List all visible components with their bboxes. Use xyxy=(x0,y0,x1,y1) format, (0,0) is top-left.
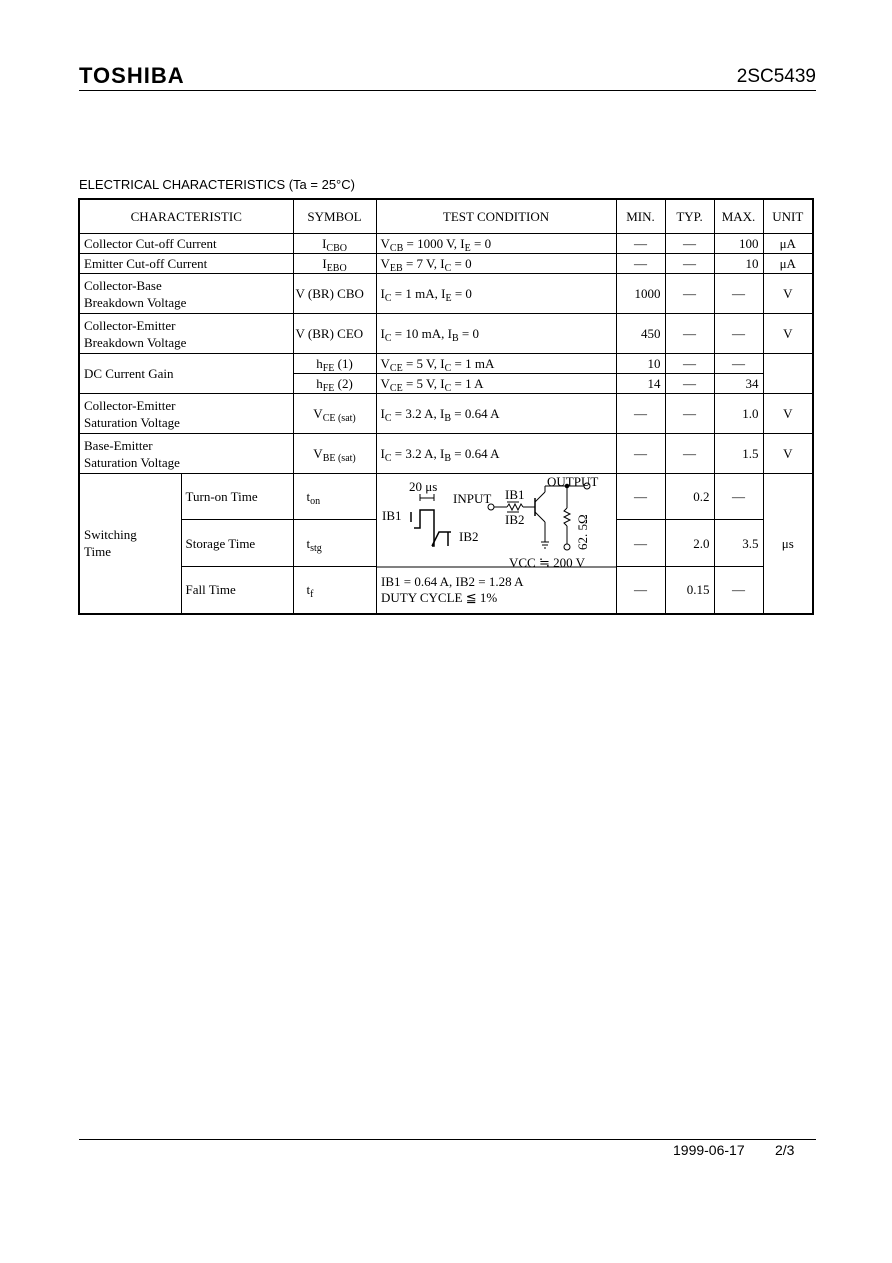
unit-cell: V xyxy=(763,274,813,314)
max-cell: — xyxy=(714,354,763,374)
header-rule xyxy=(79,90,816,91)
characteristic-cell: Collector-Emitter Saturation Voltage xyxy=(79,394,293,434)
min-cell: — xyxy=(616,567,665,614)
footer-rule xyxy=(79,1139,816,1140)
condition-cell: $V_{CE} = 5$ V, $I_C = 1$ mA xyxy=(376,354,616,374)
typ-cell: — xyxy=(665,254,714,274)
header-characteristic: CHARACTERISTIC xyxy=(79,199,293,234)
symbol-cell: $h_{FE}$ (1) xyxy=(293,354,376,374)
max-cell: — xyxy=(714,567,763,614)
min-cell: — xyxy=(616,434,665,474)
symbol-cell: $t_{stg}$ xyxy=(293,520,376,567)
header-max: MAX. xyxy=(714,199,763,234)
characteristic-cell: Base-Emitter Saturation Voltage xyxy=(79,434,293,474)
switching-group-cell: Switching Time xyxy=(79,474,181,614)
typ-cell: 2.0 xyxy=(665,520,714,567)
typ-cell: — xyxy=(665,354,714,374)
ib2-pulse-label: IB2 xyxy=(458,529,479,544)
switching-name-cell: Turn-on Time xyxy=(181,474,293,520)
footer-date: 1999-06-17 xyxy=(673,1142,745,1158)
table-row xyxy=(79,274,813,314)
symbol-cell: $t_f$ xyxy=(293,567,376,614)
min-cell: — xyxy=(616,234,665,254)
switching-name-cell: Fall Time xyxy=(181,567,293,614)
typ-cell: — xyxy=(665,374,714,394)
circuit-condition-2: DUTY CYCLE ≦ 1% xyxy=(380,590,497,605)
table-row xyxy=(79,254,813,274)
characteristic-cell: Collector-Base Breakdown Voltage xyxy=(79,274,293,314)
table-header-row xyxy=(79,199,813,234)
min-cell: 1000 xyxy=(616,274,665,314)
max-cell: 34 xyxy=(714,374,763,394)
table-row xyxy=(79,474,813,520)
min-cell: 450 xyxy=(616,314,665,354)
header-typ: TYP. xyxy=(665,199,714,234)
header-unit: UNIT xyxy=(763,199,813,234)
max-cell: — xyxy=(714,274,763,314)
brand-logo: TOSHIBA xyxy=(79,63,185,88)
part-number: 2SC5439 xyxy=(736,66,816,87)
max-cell: 10 xyxy=(714,254,763,274)
max-cell: 1.5 xyxy=(714,434,763,474)
condition-cell: $I_C = 1$ mA, $I_E = 0$ xyxy=(376,274,616,314)
table-row xyxy=(79,234,813,254)
unit-cell: V xyxy=(763,434,813,474)
characteristic-cell: Collector Cut-off Current xyxy=(79,234,293,254)
output-label: OUTPUT xyxy=(546,474,598,489)
switching-test-circuit xyxy=(377,474,617,613)
typ-cell: 0.15 xyxy=(665,567,714,614)
max-cell: — xyxy=(714,314,763,354)
characteristic-cell: Emitter Cut-off Current xyxy=(79,254,293,274)
ib2-arrow-label: IB2 xyxy=(504,512,525,527)
characteristic-cell: Collector-Emitter Breakdown Voltage xyxy=(79,314,293,354)
table-row xyxy=(79,394,813,434)
typ-cell: 0.2 xyxy=(665,474,714,520)
typ-cell: — xyxy=(665,234,714,254)
unit-cell: μA xyxy=(763,254,813,274)
unit-cell: V xyxy=(763,394,813,434)
min-cell: — xyxy=(616,254,665,274)
vcc-label: VCC ≒ 200 V xyxy=(508,555,585,570)
input-label: INPUT xyxy=(452,491,491,506)
symbol-cell: $V_{BE (sat)}$ xyxy=(293,434,376,474)
symbol-cell: $I_{EBO}$ xyxy=(293,254,376,274)
header-symbol: SYMBOL xyxy=(293,199,376,234)
condition-cell: $I_C = 3.2$ A, $I_B = 0.64$ A xyxy=(376,394,616,434)
min-cell: — xyxy=(616,520,665,567)
switching-name-cell: Storage Time xyxy=(181,520,293,567)
unit-cell: V xyxy=(763,314,813,354)
symbol-cell: $h_{FE}$ (2) xyxy=(293,374,376,394)
unit-cell: μA xyxy=(763,234,813,254)
ib1-arrow-label: IB1 xyxy=(504,487,525,502)
characteristic-cell: DC Current Gain xyxy=(79,354,293,394)
condition-cell: $V_{EB} = 7$ V, $I_C = 0$ xyxy=(376,254,616,274)
symbol-cell: $I_{CBO}$ xyxy=(293,234,376,254)
symbol-cell: V (BR) CBO xyxy=(293,274,376,314)
unit-cell: μs xyxy=(763,474,813,614)
typ-cell: — xyxy=(665,434,714,474)
section-title: ELECTRICAL CHARACTERISTICS (Ta = 25°C) xyxy=(79,177,355,192)
max-cell: 100 xyxy=(714,234,763,254)
condition-cell: $I_C = 10$ mA, $I_B = 0$ xyxy=(376,314,616,354)
table-row xyxy=(79,314,813,354)
min-cell: — xyxy=(616,394,665,434)
unit-cell xyxy=(763,354,813,394)
table-row xyxy=(79,354,813,374)
min-cell: 14 xyxy=(616,374,665,394)
ib1-pulse-label: IB1 xyxy=(381,508,402,523)
condition-cell: $I_C = 3.2$ A, $I_B = 0.64$ A xyxy=(376,434,616,474)
min-cell: — xyxy=(616,474,665,520)
resistor-label: 62. 5Ω xyxy=(574,514,590,550)
electrical-characteristics-table xyxy=(78,198,814,615)
max-cell: 1.0 xyxy=(714,394,763,434)
max-cell: 3.5 xyxy=(714,520,763,567)
circuit-condition-1: IB1 = 0.64 A, IB2 = 1.28 A xyxy=(380,574,524,589)
typ-cell: — xyxy=(665,314,714,354)
table-row xyxy=(79,434,813,474)
header-test-condition: TEST CONDITION xyxy=(376,199,616,234)
pulse-width-label: 20 μs xyxy=(408,479,437,494)
symbol-cell: $V_{CE (sat)}$ xyxy=(293,394,376,434)
header-min: MIN. xyxy=(616,199,665,234)
symbol-cell: V (BR) CEO xyxy=(293,314,376,354)
symbol-cell: $t_{on}$ xyxy=(293,474,376,520)
condition-cell: $V_{CB} = 1000$ V, $I_E = 0$ xyxy=(376,234,616,254)
footer-page-number: 2/3 xyxy=(775,1142,795,1158)
test-circuit-cell xyxy=(376,474,616,614)
min-cell: 10 xyxy=(616,354,665,374)
condition-cell: $V_{CE} = 5$ V, $I_C = 1$ A xyxy=(376,374,616,394)
typ-cell: — xyxy=(665,274,714,314)
typ-cell: — xyxy=(665,394,714,434)
max-cell: — xyxy=(714,474,763,520)
